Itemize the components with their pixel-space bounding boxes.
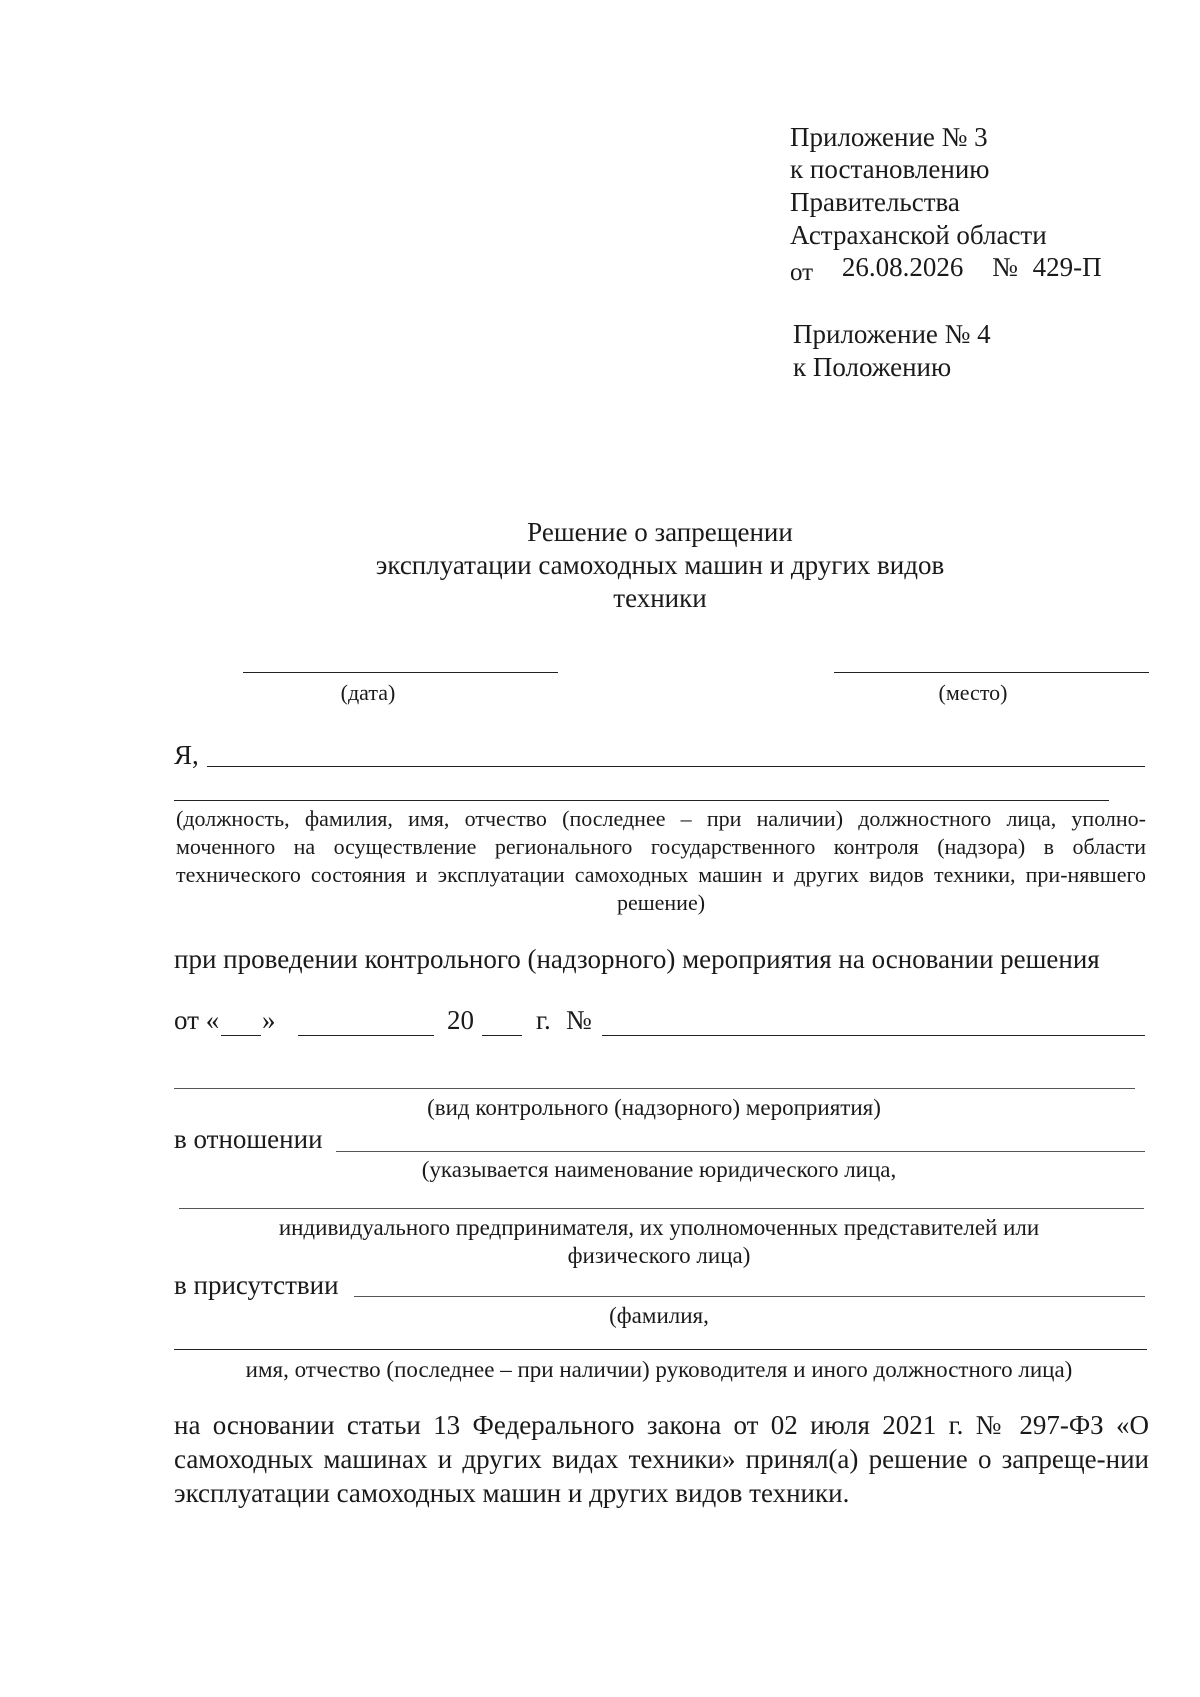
year-prefix: 20 [447,1005,474,1035]
full-name-caption: имя, отчество (последнее – при наличии) руководителя и иного должностного лица) [245,1357,1073,1382]
legal-entity-caption-1: (указывается наименование юридического лица, [421,1157,897,1182]
resolution-date-row [790,250,1102,286]
appendix-3-line-3: Правительства [790,187,960,217]
decision-number-field-line[interactable] [602,1035,1145,1036]
closing-paragraph: на основании статьи 13 Федерального закона от 02 июля 2021 г. № 297-ФЗ «О самоходных машинах и других видах техники» принял(а) решение о запреще-нии эксплуатации самоходных машин и других видов техники. [174,1410,1149,1508]
resolution-date: 26.08.2026 [841,252,964,282]
appendix-3-line-4: Астраханской области [790,220,1047,250]
quote-close: » [262,1005,276,1035]
in-relation-field-line[interactable] [336,1151,1145,1152]
decision-date-row [174,1003,1154,1043]
from-label: от [790,259,814,286]
legal-entity-field-line[interactable] [179,1208,1144,1209]
in-relation-label: в отношении [174,1124,323,1154]
year-suffix: г. [536,1005,551,1035]
in-presence-label: в присутствии [174,1270,339,1300]
month-field-line[interactable] [298,1035,434,1036]
appendix-3-line-2: к постановлению [790,154,990,184]
ya-label: Я, [174,740,199,770]
official-field-line-2[interactable] [174,800,1109,801]
date-field-line[interactable] [243,672,558,673]
legal-entity-caption-2: индивидуального предпринимателя, их уполномоченных представителей или [278,1215,1040,1240]
appendix-3-line-1: Приложение № 3 [790,122,988,152]
resolution-number: 429-П [1032,252,1102,282]
event-type-caption: (вид контрольного (надзорного) мероприятия) [427,1095,881,1120]
document-title-line-2: эксплуатации самоходных машин и других видов [375,550,945,580]
from-quote-label: от « [174,1005,220,1035]
appendix-4-line-2: к Положению [793,352,952,382]
legal-entity-caption-3: физического лица) [567,1243,751,1268]
number-sign: № [992,252,1018,282]
place-caption: (место) [938,680,1008,705]
during-event-text: при проведении контрольного (надзорного) мероприятия на основании решения [174,944,1100,974]
decision-number-sign: № [566,1005,592,1035]
day-field-line[interactable] [221,1035,261,1036]
official-caption: (должность, фамилия, имя, отчество (последнее – при наличии) должностного лица, уполно-моченного на осуществление регионального государственного контроля (надзора) в области технического состояния и эксплуатации самоходных машин и других видов техники, при-нявшего решение) [176,806,1146,915]
official-field-line-1[interactable] [207,766,1145,767]
in-presence-field-line[interactable] [354,1296,1145,1297]
document-title-line-3: техники [613,583,707,613]
event-type-field-line[interactable] [174,1088,1135,1089]
place-field-line[interactable] [834,672,1149,673]
appendix-4-line-1: Приложение № 4 [793,319,991,349]
document-title-line-1: Решение о запрещении [527,517,793,547]
surname-caption: (фамилия, [609,1303,709,1328]
full-name-field-line[interactable] [174,1349,1147,1350]
date-caption: (дата) [340,680,396,705]
year-field-line[interactable] [482,1035,522,1036]
